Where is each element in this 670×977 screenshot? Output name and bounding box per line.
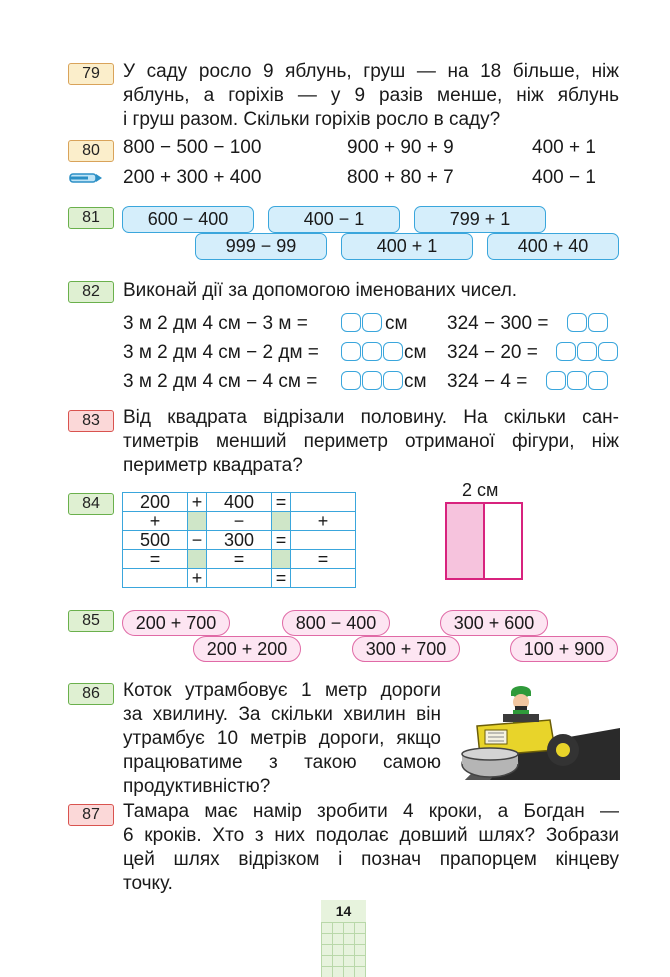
task-number-84: 84	[68, 493, 114, 515]
task-83-line: тиметрів менший периметр отриманої фігури, ніж	[123, 431, 619, 452]
task-86-line: Коток утрамбовує 1 метр дороги	[123, 680, 441, 701]
task-86-line: за хвилину. За скільки хвилин він	[123, 704, 441, 725]
t82-unit: см	[404, 342, 427, 363]
task-87-line: точку.	[123, 873, 173, 894]
expression-pill: 600 − 400	[122, 206, 254, 233]
grid-cell: =	[272, 531, 291, 550]
grid-cell: 400	[207, 493, 272, 512]
grid-cell[interactable]	[291, 569, 356, 588]
t80-expr: 800 + 80 + 7	[347, 167, 454, 188]
expression-pill: 999 − 99	[195, 233, 327, 260]
task-86-line: працюватиме з такою самою	[123, 752, 441, 773]
answer-cells[interactable]	[567, 313, 608, 332]
expression-pill: 400 − 1	[268, 206, 400, 233]
expression-oval: 100 + 900	[510, 636, 618, 662]
grid-cell: −	[188, 531, 207, 550]
t82-unit: см	[404, 371, 427, 392]
answer-cells[interactable]	[341, 313, 382, 332]
task-79-text	[123, 60, 619, 132]
expression-oval: 200 + 700	[122, 610, 230, 636]
page-number: 14	[321, 900, 366, 922]
task-number-81: 81	[68, 207, 114, 229]
pencil-icon	[67, 171, 103, 183]
grid-cell: 200	[123, 493, 188, 512]
task-86-line: утрамбує 10 метрів дороги, якщо	[123, 728, 441, 749]
page-number-box	[321, 900, 366, 977]
t82-left-expr: 3 м 2 дм 4 см − 3 м =	[123, 313, 308, 334]
grid-cell: =	[123, 550, 188, 569]
grid-cell: +	[123, 512, 188, 531]
grid-cell[interactable]	[207, 569, 272, 588]
expression-pill: 400 + 40	[487, 233, 619, 260]
task-number-86: 86	[68, 683, 114, 705]
task-87-line: 6 кроків. Хто з них подолає довший шлях? Зобрази	[123, 825, 619, 846]
t80-expr: 800 − 500 − 100	[123, 137, 262, 158]
grid-cell	[188, 550, 207, 569]
grid-cell: 300	[207, 531, 272, 550]
task-82-title: Виконай дії за допомогою іменованих чисел.	[123, 280, 518, 301]
grid-cell[interactable]	[291, 531, 356, 550]
magic-grid-table	[122, 492, 356, 588]
task-number-87: 87	[68, 804, 114, 826]
expression-oval: 200 + 200	[193, 636, 301, 662]
cut-square-figure	[445, 502, 523, 580]
grid-cell	[272, 512, 291, 531]
task-79-line: яблунь, а горіхів — у 9 разів менше, ніж яблунь	[123, 85, 619, 106]
grid-cell: −	[207, 512, 272, 531]
answer-cells[interactable]	[546, 371, 608, 390]
expression-pill: 400 + 1	[341, 233, 473, 260]
t80-expr: 200 + 300 + 400	[123, 167, 262, 188]
expression-oval: 300 + 700	[352, 636, 460, 662]
task-86-line: продуктивністю?	[123, 776, 271, 797]
task-87-line: цей шлях відрізком і познач прапорцем кінцеву	[123, 849, 619, 870]
grid-cell	[188, 512, 207, 531]
task-number-83: 83	[68, 410, 114, 432]
road-roller-illustration	[455, 680, 620, 785]
task-number-82: 82	[68, 281, 114, 303]
task-number-80: 80	[68, 140, 114, 162]
t80-expr: 900 + 90 + 9	[347, 137, 454, 158]
expression-oval: 800 − 400	[282, 610, 390, 636]
t82-right-expr: 324 − 4 =	[447, 371, 528, 392]
task-number-79: 79	[68, 63, 114, 85]
grid-cell: +	[188, 569, 207, 588]
t80-expr: 400 − 1	[532, 167, 596, 188]
t82-right-expr: 324 − 20 =	[447, 342, 538, 363]
task-79-line: У саду росло 9 яблунь, груш — на 18 більше, ніж	[123, 61, 619, 82]
grid-cell[interactable]	[291, 493, 356, 512]
grid-cell: =	[272, 493, 291, 512]
task-number-85: 85	[68, 610, 114, 632]
task-83-line: периметр квадрата?	[123, 455, 303, 476]
answer-cells[interactable]	[341, 342, 403, 361]
grid-cell: +	[291, 512, 356, 531]
task-79-line: і груш разом. Скільки горіхів росло в саду?	[123, 109, 501, 130]
grid-cell: =	[207, 550, 272, 569]
grid-cell: +	[188, 493, 207, 512]
grid-cell: =	[291, 550, 356, 569]
t80-expr: 400 + 1	[532, 137, 596, 158]
grid-cell: =	[272, 569, 291, 588]
t82-right-expr: 324 − 300 =	[447, 313, 549, 334]
grid-cell[interactable]	[123, 569, 188, 588]
t82-left-expr: 3 м 2 дм 4 см − 2 дм =	[123, 342, 319, 363]
square-side-label: 2 см	[462, 480, 499, 500]
task-83-text	[123, 406, 619, 478]
task-87-line: Тамара має намір зробити 4 кроки, а Богдан —	[123, 801, 619, 822]
expression-pill: 799 + 1	[414, 206, 546, 233]
grid-cell: 500	[123, 531, 188, 550]
task-83-line: Від квадрата відрізали половину. На скільки сан-	[123, 407, 619, 428]
grid-cell	[272, 550, 291, 569]
answer-cells[interactable]	[341, 371, 403, 390]
task-86-text	[123, 679, 441, 799]
expression-oval: 300 + 600	[440, 610, 548, 636]
answer-cells[interactable]	[556, 342, 618, 361]
task-87-text	[123, 800, 619, 896]
t82-unit: см	[385, 313, 408, 334]
t82-left-expr: 3 м 2 дм 4 см − 4 см =	[123, 371, 318, 392]
